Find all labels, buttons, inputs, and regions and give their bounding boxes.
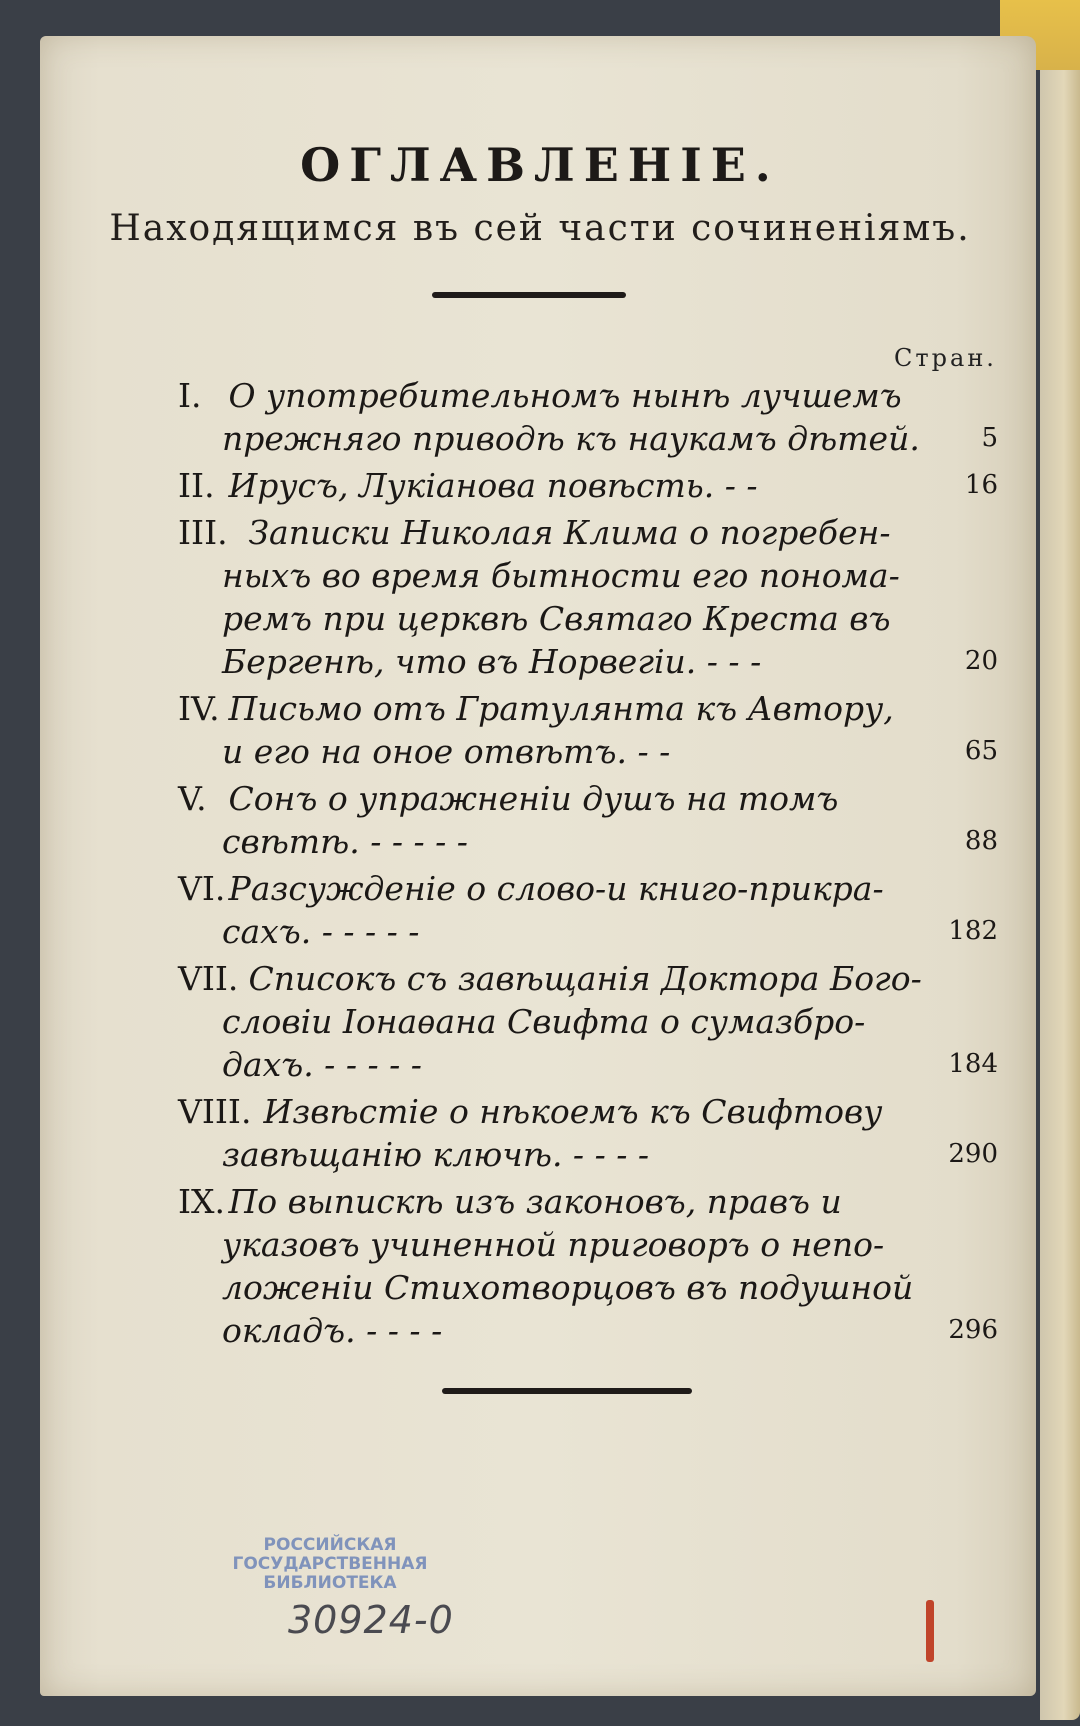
page-edge bbox=[1040, 20, 1080, 1720]
toc-entry-number: VIII. bbox=[178, 1092, 252, 1131]
toc-entry-text: Ирусъ, Лукіанова повѣсть. - - bbox=[218, 466, 758, 505]
toc-entry-text: Списокъ съ завѣщанія Доктора Бого- bbox=[238, 959, 922, 998]
toc-entry-number: V. bbox=[178, 779, 207, 818]
toc-entry bbox=[178, 867, 998, 953]
toc-page-number: 296 bbox=[948, 1315, 998, 1345]
toc-entry-text: Сонъ о упражненіи душъ на томъ bbox=[218, 779, 839, 818]
toc-entry-text: словіи Іонаѳана Свифта о сумазбро- bbox=[222, 1002, 866, 1041]
toc-entry-number: IX. bbox=[178, 1182, 226, 1221]
toc-page-number: 20 bbox=[964, 646, 998, 676]
toc-entry-line bbox=[178, 1133, 998, 1176]
toc-entry bbox=[178, 957, 998, 1086]
toc-entry-line bbox=[178, 640, 998, 683]
toc-entry-text: Бергенѣ, что въ Норвегіи. - - - bbox=[222, 642, 762, 681]
toc-entry bbox=[178, 511, 998, 683]
toc-entry-text: свѣтѣ. - - - - - bbox=[222, 822, 468, 861]
toc-entry-line bbox=[178, 554, 998, 597]
stamp-line-2: ГОСУДАРСТВЕННАЯ bbox=[232, 1554, 428, 1574]
stamp-line-3: БИБЛИОТЕКА bbox=[263, 1573, 397, 1593]
toc-entry-line bbox=[178, 820, 998, 863]
toc-entry-text: По выпискѣ изъ законовъ, правъ и bbox=[218, 1182, 842, 1221]
toc-entry-line bbox=[178, 374, 998, 417]
toc-entry-number: IV. bbox=[178, 689, 220, 728]
toc-page-number: 16 bbox=[964, 470, 998, 500]
toc-entry-text: ложеніи Стихотворцовъ въ подушной bbox=[222, 1268, 914, 1307]
toc-entry bbox=[178, 1180, 998, 1352]
toc-entry-text: дахъ. - - - - - bbox=[222, 1045, 422, 1084]
toc-entry-text: указовъ учиненной приговоръ о непо- bbox=[222, 1225, 885, 1264]
toc-entry-text: и его на оное отвѣтъ. - - bbox=[222, 732, 671, 771]
toc-entry-number: VII. bbox=[178, 959, 239, 998]
toc-entry-line bbox=[178, 730, 998, 773]
bottom-rule bbox=[442, 1388, 692, 1394]
toc-entry-line bbox=[178, 1090, 998, 1133]
shelfmark: 30924-0 bbox=[288, 1598, 454, 1642]
toc-entry-text: Записки Николая Клима о погребен- bbox=[238, 513, 891, 552]
pages-column-header: Стран. bbox=[894, 344, 997, 372]
toc-entry-line bbox=[178, 1309, 998, 1352]
toc-entry-line bbox=[178, 1180, 998, 1223]
toc-entry-number: III. bbox=[178, 513, 228, 552]
toc-entry-line bbox=[178, 1223, 998, 1266]
stamp-line-1: РОССИЙСКАЯ bbox=[263, 1535, 397, 1555]
toc-page-number: 88 bbox=[964, 826, 998, 856]
top-rule bbox=[432, 292, 626, 298]
toc-entry-line bbox=[178, 777, 998, 820]
red-bookmark bbox=[926, 1600, 934, 1662]
toc-entry bbox=[178, 464, 998, 507]
page-subtitle: Находящимся въ сей части сочиненіямъ. bbox=[109, 208, 971, 249]
toc-entry-text: ремъ при церквѣ Святаго Креста въ bbox=[222, 599, 891, 638]
toc-entry-line bbox=[178, 910, 998, 953]
toc-entry-line bbox=[178, 1266, 998, 1309]
toc-page-number: 182 bbox=[948, 916, 998, 946]
toc-entry-number: VI. bbox=[178, 869, 226, 908]
toc-entry bbox=[178, 687, 998, 773]
library-stamp bbox=[230, 1536, 430, 1593]
toc-entry-number: I. bbox=[178, 376, 202, 415]
toc-entry-text: завѣщанію ключѣ. - - - - bbox=[222, 1135, 650, 1174]
toc-entry-line bbox=[178, 417, 998, 460]
toc-entry-text: окладъ. - - - - bbox=[222, 1311, 443, 1350]
toc-entry-line bbox=[178, 867, 998, 910]
toc-page-number: 290 bbox=[948, 1139, 998, 1169]
toc-entry-line bbox=[178, 597, 998, 640]
toc-entry-line bbox=[178, 687, 998, 730]
toc-entry-text: прежняго приводѣ къ наукамъ дѣтей. bbox=[222, 419, 920, 458]
toc-page-number: 184 bbox=[948, 1049, 998, 1079]
toc-entry-line bbox=[178, 957, 998, 1000]
toc-entry bbox=[178, 777, 998, 863]
toc-page-number: 65 bbox=[964, 736, 998, 766]
toc-entry-text: сахъ. - - - - - bbox=[222, 912, 420, 951]
toc-entry-text: Разсужденіе о слово-и книго-прикра- bbox=[218, 869, 884, 908]
toc-entry-text: О употребительномъ нынѣ лучшемъ bbox=[218, 376, 902, 415]
toc-entry bbox=[178, 1090, 998, 1176]
toc-entry-line bbox=[178, 511, 998, 554]
toc-entry-text: Письмо отъ Гратулянта къ Автору, bbox=[218, 689, 894, 728]
toc-page-number: 5 bbox=[981, 423, 998, 453]
toc-entry-text: Извѣстіе о нѣкоемъ къ Свифтову bbox=[253, 1092, 883, 1131]
table-of-contents bbox=[178, 374, 998, 1356]
toc-entry-text: ныхъ во время бытности его понома- bbox=[222, 556, 900, 595]
toc-entry-line bbox=[178, 464, 998, 507]
toc-entry-number: II. bbox=[178, 466, 215, 505]
toc-entry bbox=[178, 374, 998, 460]
page-title: ОГЛАВЛЕНІЕ. bbox=[300, 138, 780, 192]
toc-entry-line bbox=[178, 1000, 998, 1043]
toc-entry-line bbox=[178, 1043, 998, 1086]
